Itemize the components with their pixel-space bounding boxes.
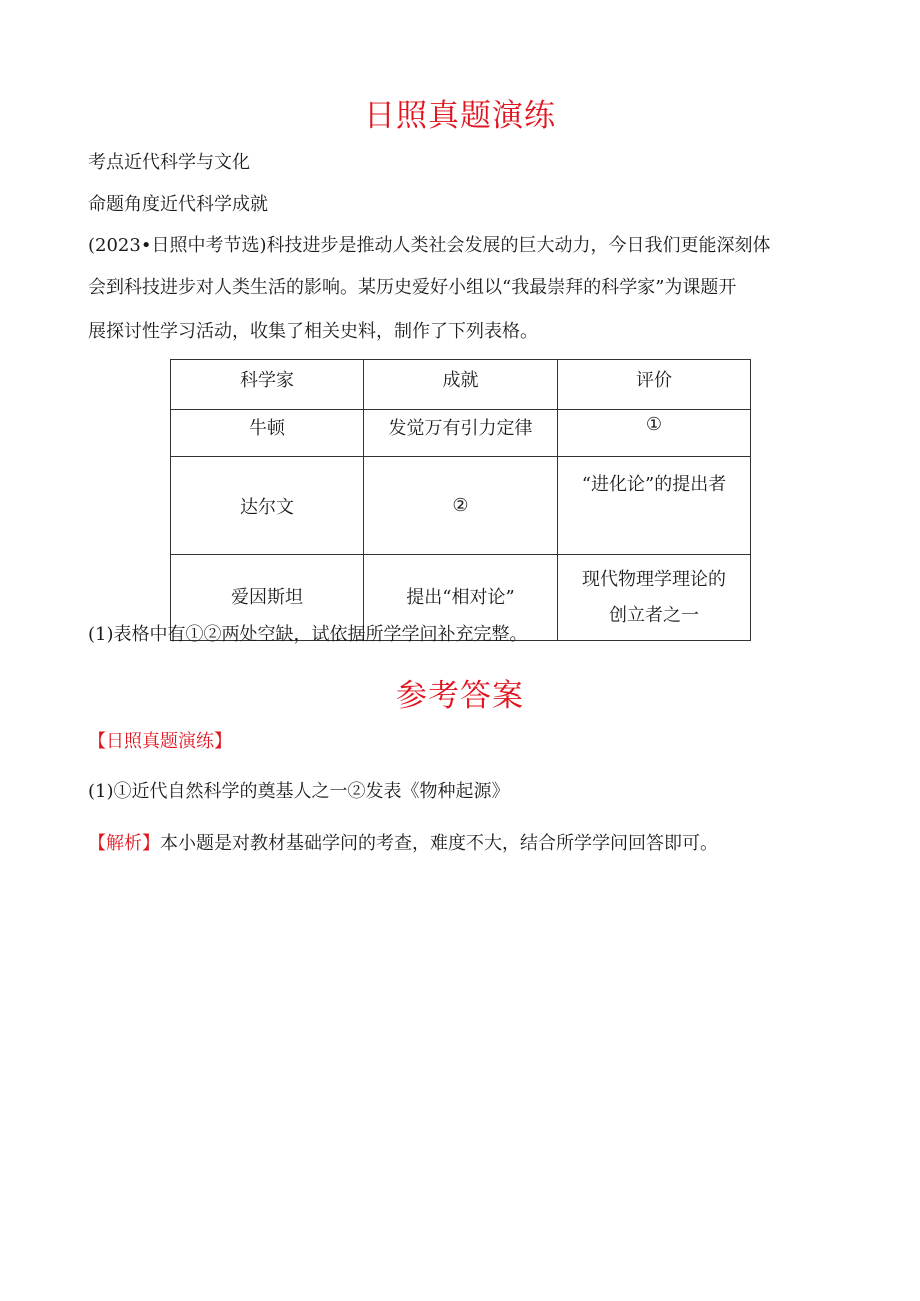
table-row [171,410,751,457]
page-title: 日照真题演练 [364,98,556,134]
table-header-cell: 科学家 [171,360,364,410]
table-cell: 爱因斯坦 [171,555,364,641]
table-row [171,457,751,555]
table-header-cell: 评价 [558,360,751,410]
table-cell: 牛顿 [171,410,364,457]
table-cell: 现代物理学理论的创立者之一 [558,555,751,641]
kaodian-line: 考点近代科学与文化 [88,152,250,173]
analysis-label: 【解析】 [88,833,160,854]
table-cell: 发觉万有引力定律 [364,410,558,457]
scientist-table [170,359,751,641]
table-cell: ① [558,410,751,457]
question-line-2: 会到科技进步对人类生活的影响。某历史爱好小组以“我最崇拜的科学家”为课题开 [88,277,737,298]
table-header-row [171,360,751,410]
answer-title: 参考答案 [396,678,524,714]
answer-section-label: 【日照真题演练】 [88,731,232,752]
analysis-line [88,829,718,855]
table-cell: 达尔文 [171,457,364,555]
table-cell: 提出“相对论” [364,555,558,641]
question-line-3: 展探讨性学习活动，收集了相关史料，制作了下列表格。 [88,321,538,342]
table-header-cell: 成就 [364,360,558,410]
table-cell: “进化论”的提出者 [558,457,751,555]
mingti-line: 命题角度近代科学成就 [88,194,268,215]
answer-line: (1)①近代自然科学的奠基人之一②发表《物种起源》 [88,781,510,802]
question-line-1: (2023•日照中考节选)科技进步是推动人类社会发展的巨大动力，今日我们更能深刻体 [88,235,771,256]
sub-question-1: (1)表格中有①②两处空缺，试依据所学学问补充完整。 [88,624,528,645]
analysis-text: 本小题是对教材基础学问的考查，难度不大，结合所学学问回答即可。 [160,833,718,854]
table-cell: ② [364,457,558,555]
